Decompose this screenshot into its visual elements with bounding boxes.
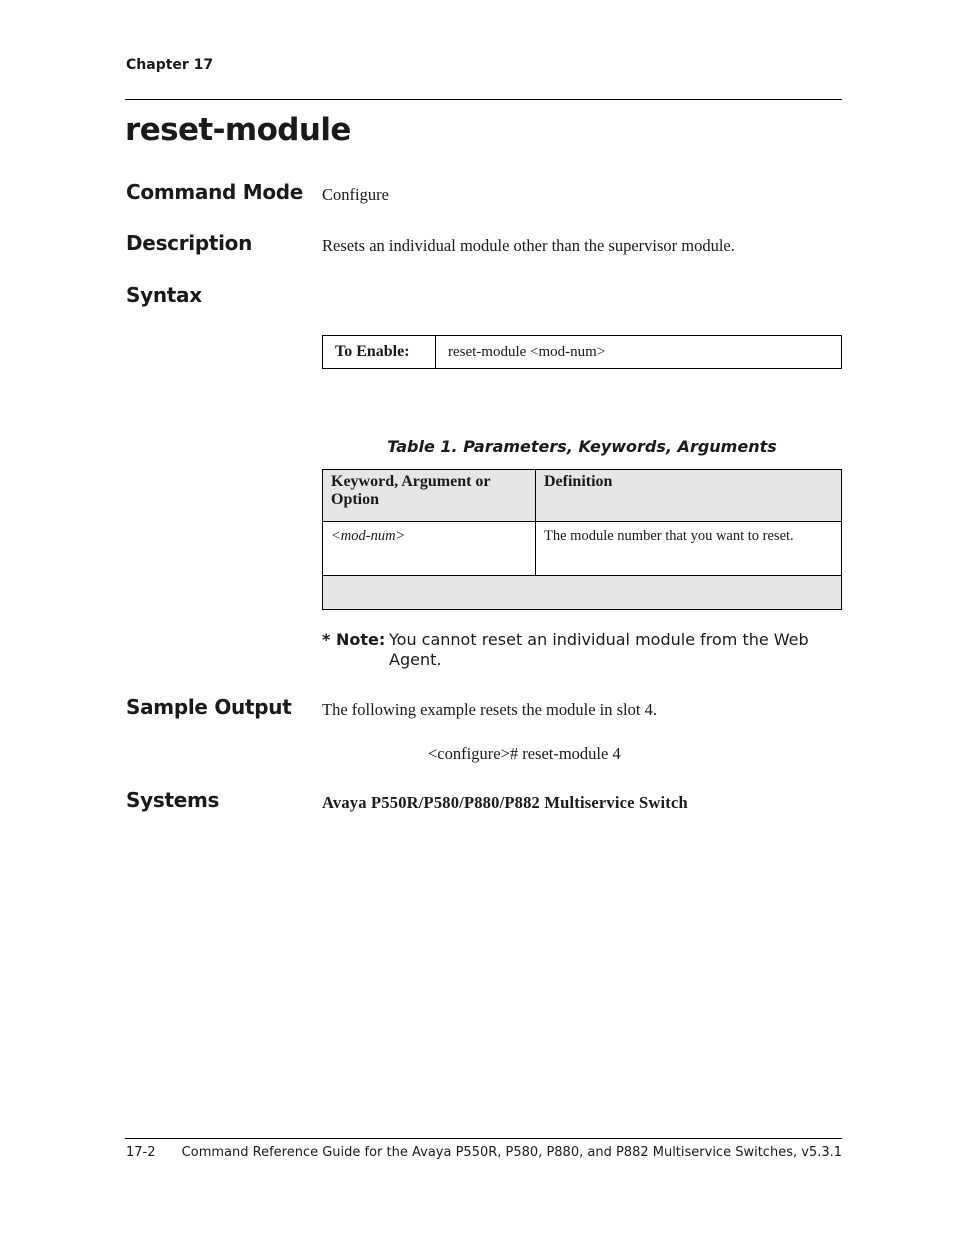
- table-header-row: [323, 470, 842, 522]
- sample-output-heading: Sample Output: [126, 695, 292, 719]
- table-cell-definition: The module number that you want to reset.: [536, 522, 842, 576]
- header-rule: [125, 99, 842, 100]
- page-title: reset-module: [125, 112, 351, 148]
- sample-output-text: The following example resets the module in slot 4.: [322, 700, 657, 719]
- footer-title: Command Reference Guide for the Avaya P550R, P580, P880, and P882 Multiservice Switches, v5.3.1: [181, 1145, 842, 1160]
- table-row: [323, 522, 842, 576]
- table-header-keyword: Keyword, Argument or Option: [323, 470, 536, 522]
- parameters-table: [322, 469, 842, 610]
- table-header-definition: Definition: [536, 470, 842, 522]
- syntax-table: [322, 335, 842, 369]
- command-mode-heading: Command Mode: [126, 180, 304, 204]
- note-label: * Note:: [322, 630, 386, 649]
- description-heading: Description: [126, 231, 253, 255]
- systems-value: Avaya P550R/P580/P880/P882 Multiservice Switch: [322, 793, 688, 812]
- table-footer-cell: [323, 576, 842, 610]
- syntax-enable-label: To Enable:: [323, 336, 436, 369]
- note-text: You cannot reset an individual module from the Web Agent.: [389, 630, 809, 669]
- table-cell-keyword: <mod-num>: [323, 522, 536, 576]
- description-text: Resets an individual module other than the supervisor module.: [322, 236, 735, 255]
- sample-output-code: <configure># reset-module 4: [428, 744, 621, 763]
- syntax-command: reset-module <mod-num>: [436, 336, 842, 369]
- table-footer-row: [323, 576, 842, 610]
- command-mode-value: Configure: [322, 185, 389, 204]
- syntax-heading: Syntax: [126, 283, 202, 307]
- footer-rule: [125, 1138, 842, 1139]
- page-number: 17-2: [126, 1145, 156, 1160]
- systems-heading: Systems: [126, 788, 220, 812]
- table-caption: Table 1. Parameters, Keywords, Arguments: [387, 437, 777, 456]
- chapter-label: Chapter 17: [126, 57, 214, 73]
